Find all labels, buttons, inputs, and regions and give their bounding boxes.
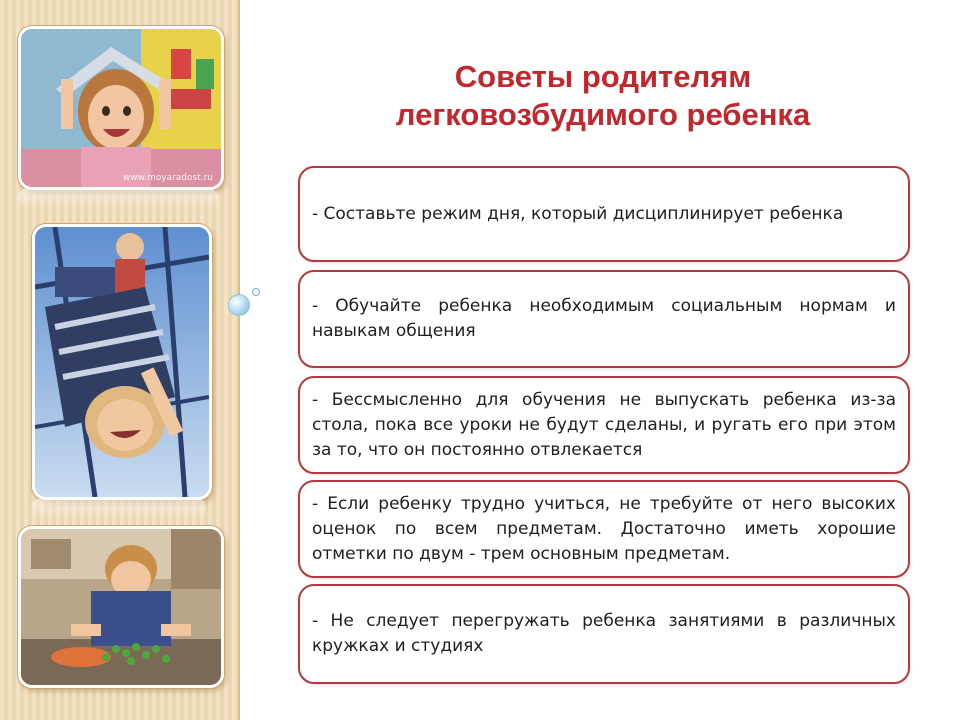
slide-title-line-1: Советы родителям <box>454 59 752 94</box>
photo-reflection-2 <box>32 498 206 518</box>
tip-text-1: - Составьте режим дня, который дисциплинирует ребенка <box>312 203 844 224</box>
slide-title-line-2: легковозбудимого ребенка <box>395 97 811 132</box>
photo-kids-on-climbing-frame <box>32 224 212 500</box>
tip-box-3 <box>298 376 910 474</box>
tip-box-5 <box>298 584 910 684</box>
tip-text-2: - Обучайте ребенка необходимым социальным нормам и навыкам общения <box>312 296 896 341</box>
tip-box-2 <box>298 270 910 368</box>
photo-reflection <box>18 188 218 208</box>
tip-text-5: - Не следует перегружать ребенка занятиями в различных кружках и студиях <box>312 611 896 656</box>
photo-kids-illustration <box>35 227 209 497</box>
decorative-bubble <box>228 294 250 316</box>
decorative-bubble-small <box>252 288 260 296</box>
photo-boy-illustration <box>21 529 221 685</box>
tip-box-4 <box>298 480 910 578</box>
tip-text-4: - Если ребенку трудно учиться, не требуйте от него высоких оценок по всем предметам. Достаточно иметь хорошие отметки по двум - трем основным предметам. <box>312 493 896 564</box>
tip-text-3: - Бессмысленно для обучения не выпускать ребенка из-за стола, пока все уроки не будут сделаны, и ругать его при этом за то, что он постоянно отвлекается <box>312 389 896 460</box>
tip-box-1 <box>298 166 910 262</box>
slide-title <box>298 58 908 134</box>
photo-girl-with-book <box>18 26 224 190</box>
photo-watermark: www.moyaradost.ru <box>122 173 213 183</box>
photo-girl-illustration <box>21 29 221 187</box>
photo-boy-with-peas <box>18 526 224 688</box>
